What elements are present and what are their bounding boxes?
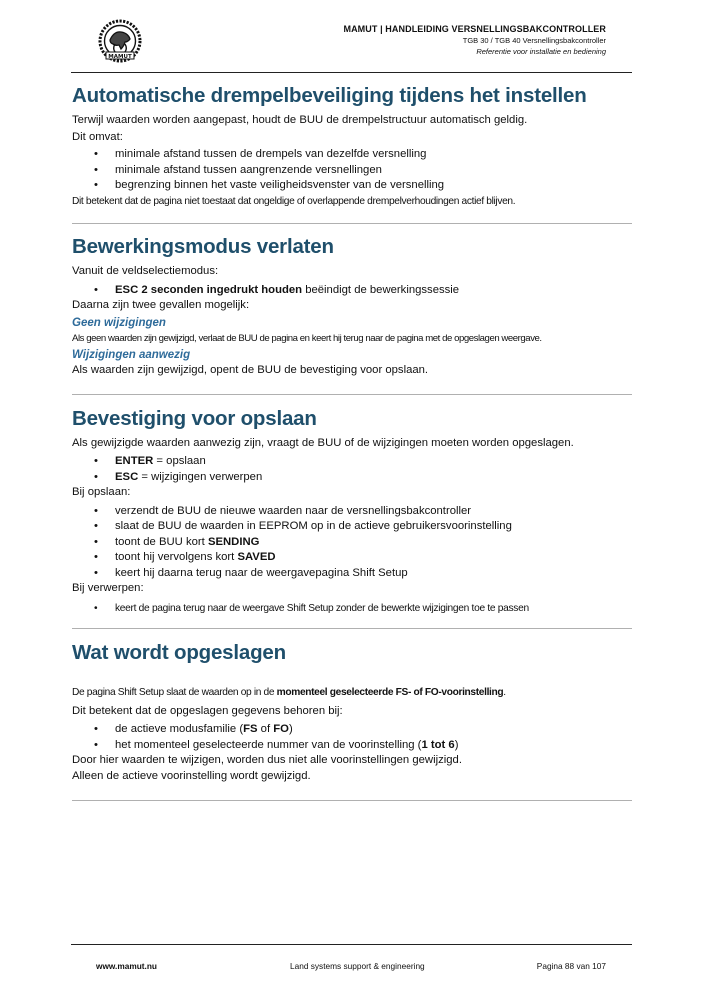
text: De pagina Shift Setup slaat de waarden op in de [72,687,277,698]
text: toont de BUU kort [115,535,208,548]
subheading-changes-present: Wijzigingen aanwezig [72,349,191,361]
paragraph: Bij opslaan: [72,486,131,498]
paragraph: Bij verwerpen: [72,582,144,594]
bold-text: ESC [115,470,139,483]
bullet-list [72,283,632,299]
header-title: MAMUT | HANDLEIDING VERSNELLINGSBAKCONTROLLER [343,24,606,34]
bold-text: SENDING [207,535,260,548]
paragraph: Dit betekent dat de opgeslagen gegevens behoren bij: [72,704,343,717]
list-item [94,550,632,566]
paragraph: Als geen waarden zijn gewijzigd, verlaat de BUU de pagina en keert hij terug naar de pagina met de opgeslagen weergave. [72,332,542,344]
section-title-exit-edit-mode: Bewerkingsmodus verlaten [72,235,334,258]
paragraph: Als waarden zijn gewijzigd, opent de BUU de bevestiging voor opslaan. [72,364,429,376]
list-item: • begrenzing binnen het vaste veiligheidsvenster van de versnelling [94,178,632,194]
bold-text: momenteel geselecteerde FS- of FO-voorinstelling [276,687,504,698]
text: of [257,723,274,735]
bullet-list [72,454,632,485]
list-item [94,535,632,551]
text: toont hij vervolgens kort [115,551,238,563]
list-item [94,738,632,754]
list-item [94,470,632,486]
list-item: • minimale afstand tussen de drempels van dezelfde versnelling [94,147,632,163]
list-item [94,722,632,738]
section-divider [72,628,632,629]
list-item: • keert de pagina terug naar de weergave Shift Setup zonder de bewerkte wijzigingen toe te passen [94,601,632,617]
section-title-what-is-saved: Wat wordt opgeslagen [72,641,286,664]
paragraph: Dit omvat: [72,130,123,143]
header-reference: Referentie voor installatie en bediening [476,47,606,56]
text: beëindigt de bewerkingssessie [302,283,460,296]
page-content [72,84,632,801]
paragraph: Als gewijzigde waarden aanwezig zijn, vraagt de BUU of de wijzigingen moeten worden opgeslagen. [72,436,574,449]
text: ) [454,738,459,751]
paragraph: Dit betekent dat de pagina niet toestaat dat ongeldige of overlappende drempelverhoudingen actief blijven. [72,195,516,207]
footer-page-number: Pagina 88 van 107 [536,961,606,971]
bold-text: ENTER [115,455,154,467]
header-divider [71,72,632,73]
text: . [503,687,506,698]
text: = wijzigingen verwerpen [138,470,263,483]
paragraph: Door hier waarden te wijzigen, worden dus niet alle voorinstellingen gewijzigd. [72,754,462,766]
list-item: • keert hij daarna terug naar de weergavepagina Shift Setup [94,566,632,582]
text: de actieve modusfamilie ( [115,723,244,735]
list-item: • minimale afstand tussen aangrenzende versnellingen [94,163,632,179]
bold-text: FS [243,723,258,735]
paragraph [72,685,632,701]
footer-website: www.mamut.nu [96,961,157,971]
section-divider [72,800,632,801]
bold-text: 1 tot 6 [421,738,455,751]
list-item [94,283,632,299]
bullet-list [72,601,632,617]
section-divider [72,223,632,224]
text: ) [288,723,293,735]
bullet-list [72,147,632,194]
list-item [94,454,632,470]
paragraph: Daarna zijn twee gevallen mogelijk: [72,299,250,311]
list-item: • verzendt de BUU de nieuwe waarden naar de versnellingsbakcontroller [94,504,632,520]
header-subtitle: TGB 30 / TGB 40 Versnellingsbakcontroller [462,36,606,45]
subheading-no-changes: Geen wijzigingen [72,316,166,329]
text: = opslaan [153,455,206,467]
bullet-list [72,504,632,582]
bold-text: ESC 2 seconden ingedrukt houden [115,283,303,296]
bold-text: FO [273,723,289,735]
bullet-list [72,722,632,753]
section-title-threshold-protection: Automatische drempelbeveiliging tijdens het instellen [72,84,587,107]
section-title-save-confirmation: Bevestiging voor opslaan [72,406,317,430]
text: het momenteel geselecteerde nummer van de voorinstelling ( [115,738,422,751]
mamut-logo-icon [95,18,145,64]
footer-divider [71,944,632,945]
footer-tagline: Land systems support & engineering [290,961,425,971]
svg-text:MAMUT: MAMUT [108,54,132,60]
paragraph: Terwijl waarden worden aangepast, houdt de BUU de drempelstructuur automatisch geldig. [72,114,528,126]
page-header [343,24,606,57]
paragraph: Vanuit de veldselectiemodus: [72,265,219,277]
section-divider [72,394,632,395]
paragraph: Alleen de actieve voorinstelling wordt gewijzigd. [72,769,311,782]
list-item: • slaat de BUU de waarden in EEPROM op in de actieve gebruikersvoorinstelling [94,519,632,535]
bold-text: SAVED [237,551,276,563]
